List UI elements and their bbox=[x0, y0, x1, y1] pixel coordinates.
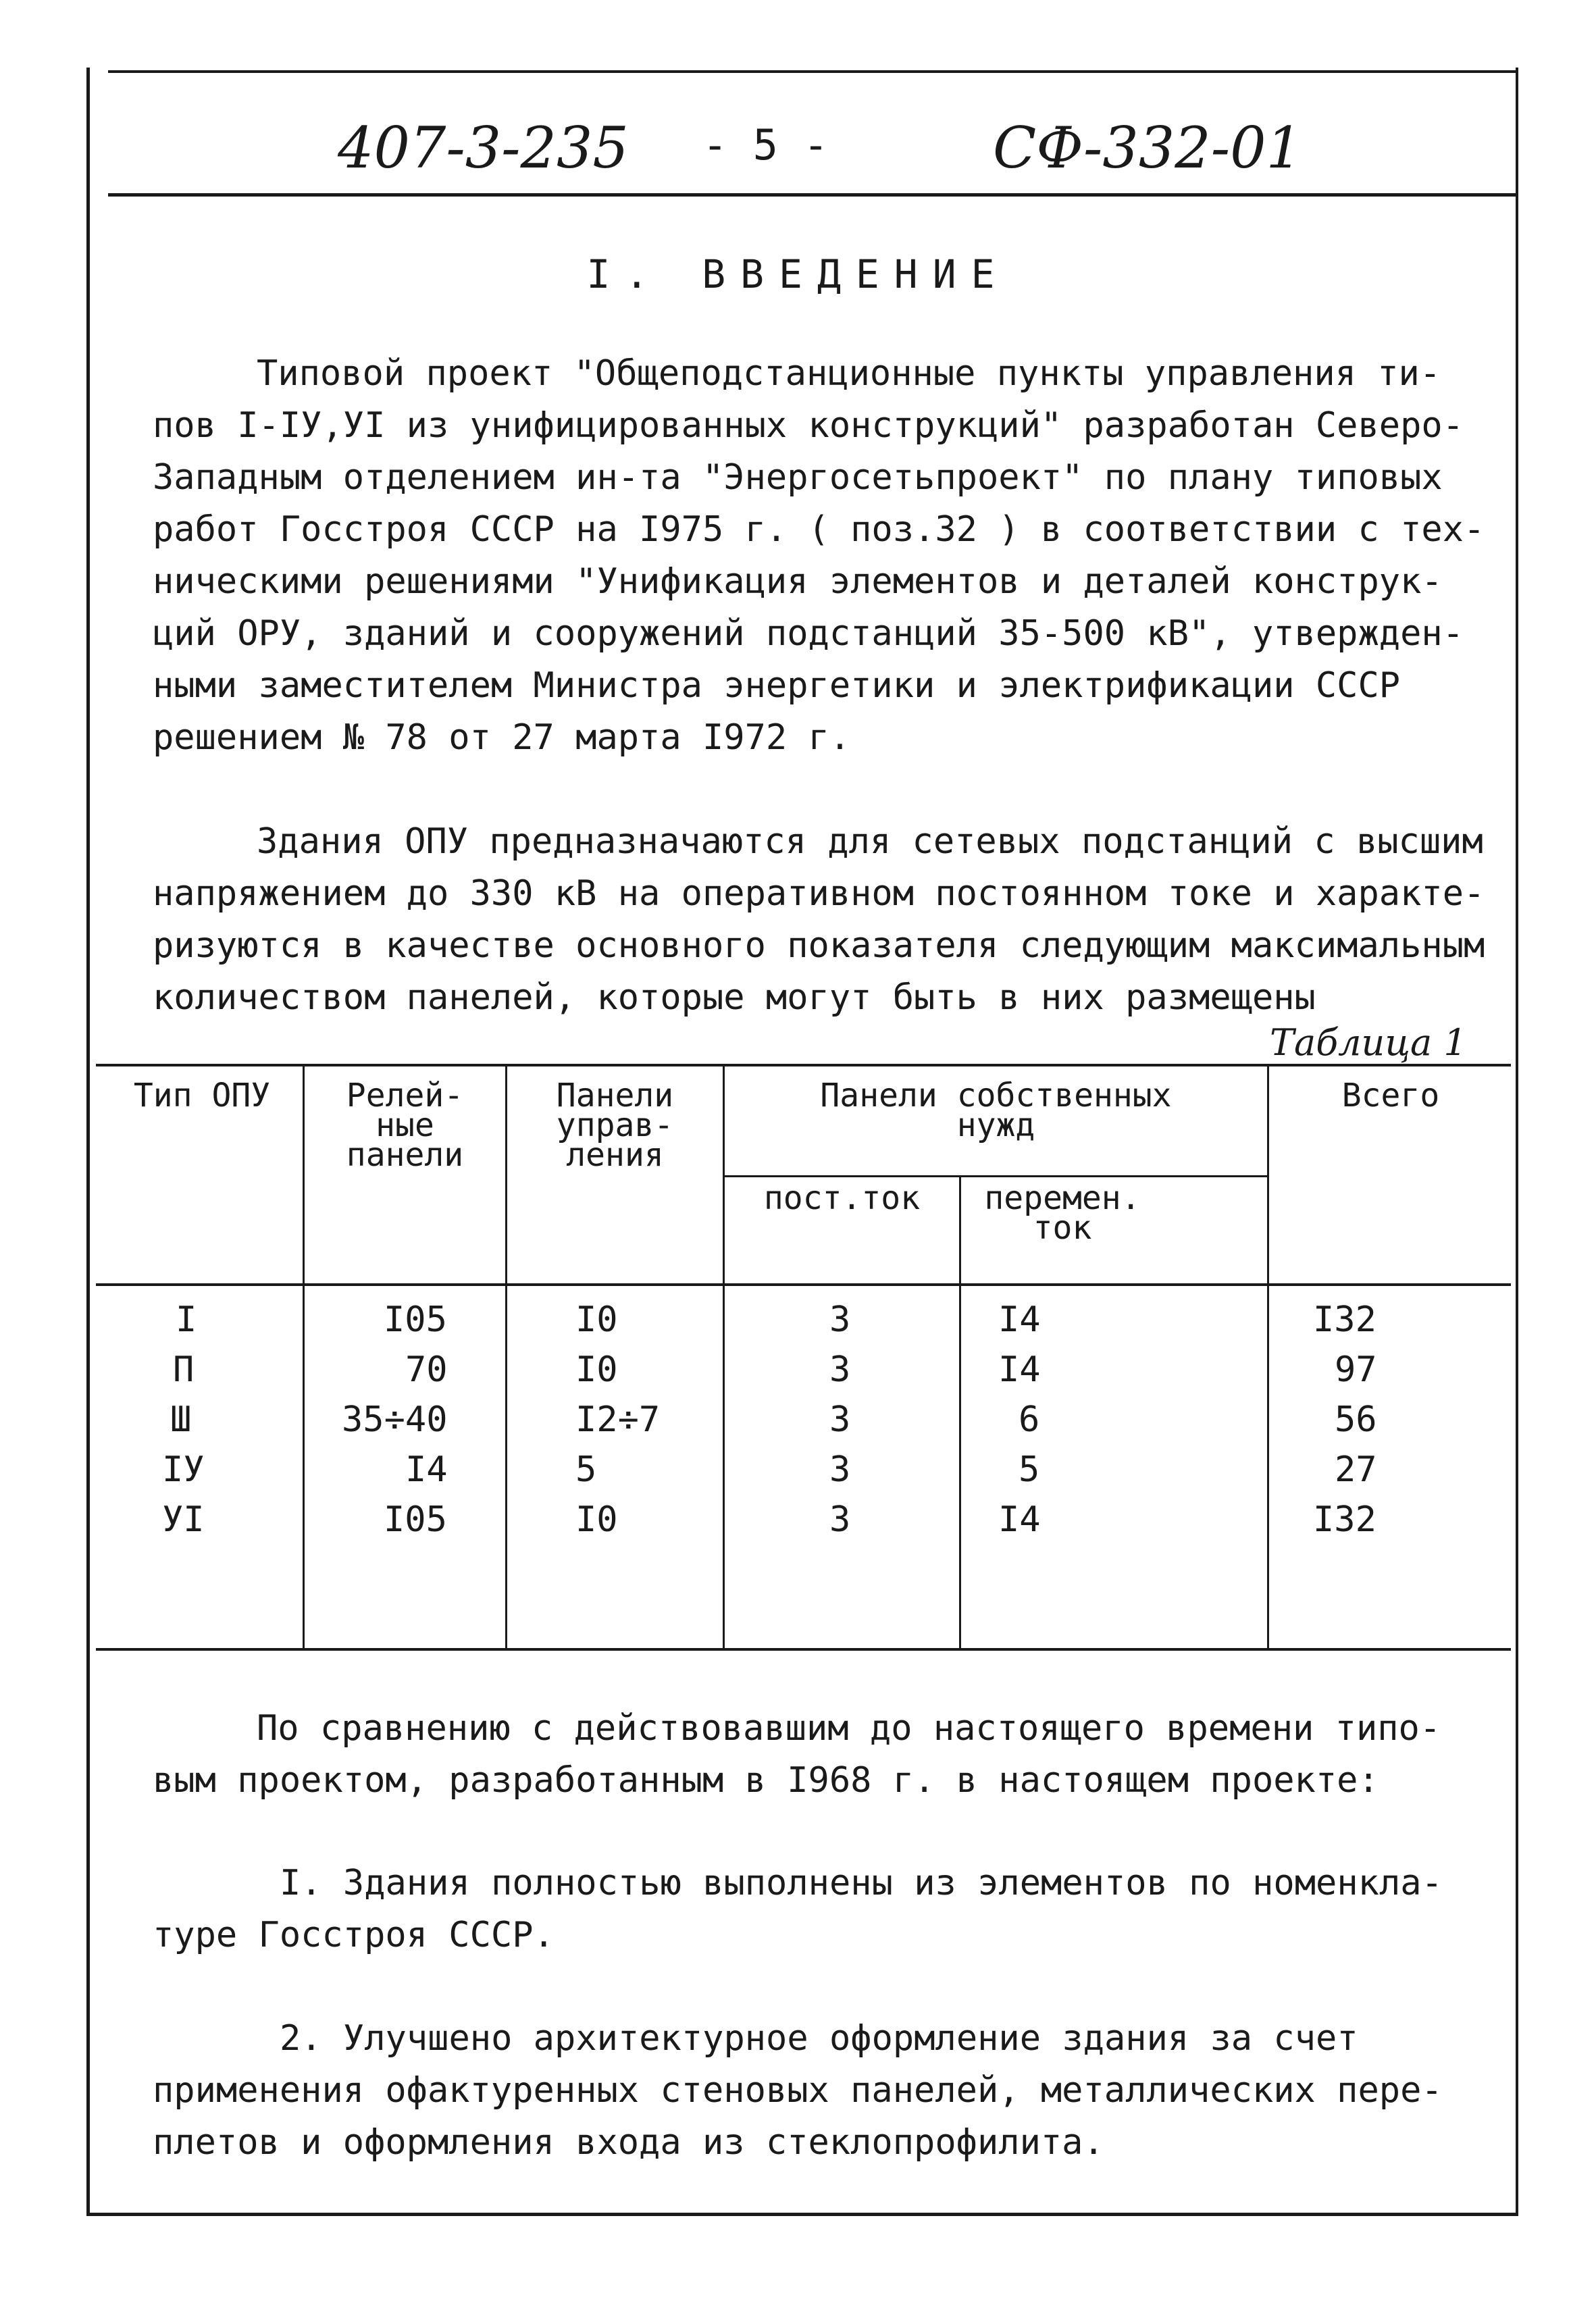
cell-type: П bbox=[173, 1349, 195, 1390]
text-line: ризуются в качестве основного показателя следующим максимальным bbox=[153, 925, 1485, 966]
table-caption: Таблица 1 bbox=[1270, 1021, 1467, 1064]
frame-left-border bbox=[86, 68, 90, 2215]
cell-ac: I4 bbox=[998, 1499, 1041, 1540]
cell-ac: I4 bbox=[998, 1349, 1041, 1390]
table-subheader-rule bbox=[723, 1175, 1268, 1177]
text-line: ций ОРУ, зданий и сооружений подстанций 35-500 кВ", утвержден- bbox=[153, 613, 1464, 654]
text-line: I. Здания полностью выполнены из элементов по номенкла- bbox=[280, 1863, 1443, 1903]
cell-total: I32 bbox=[1313, 1499, 1376, 1540]
cell-type: УI bbox=[162, 1499, 205, 1540]
cell-total: 97 bbox=[1335, 1349, 1377, 1390]
cell-type: I bbox=[176, 1300, 197, 1340]
table-header-bottom-rule bbox=[96, 1283, 1511, 1286]
cell-relay: I05 bbox=[384, 1499, 447, 1540]
cell-dc: 3 bbox=[829, 1449, 851, 1490]
table-col-divider bbox=[959, 1177, 961, 1648]
text-line: количеством панелей, которые могут быть в них размещены bbox=[153, 977, 1316, 1018]
cell-dc: 3 bbox=[829, 1399, 851, 1440]
cell-relay: I05 bbox=[384, 1300, 447, 1340]
cell-ac: I4 bbox=[998, 1300, 1041, 1340]
header-ac: перемен. ток bbox=[984, 1179, 1141, 1247]
cell-relay: 70 bbox=[405, 1349, 448, 1390]
table-col-divider bbox=[1267, 1066, 1269, 1648]
header-type: Тип ОПУ bbox=[133, 1077, 271, 1114]
text-line: напряжением до 330 кВ на оперативном постоянном токе и характе- bbox=[153, 873, 1485, 914]
text-line: туре Госстроя СССР. bbox=[153, 1915, 555, 1955]
text-line: плетов и оформления входа из стеклопрофилита. bbox=[153, 2122, 1104, 2163]
text-line: 2. Улучшено архитектурное оформление здания за счет bbox=[280, 2018, 1358, 2059]
text-line: вым проектом, разработанным в I968 г. в настоящем проекте: bbox=[153, 1760, 1379, 1801]
header-bottom-rule bbox=[108, 193, 1518, 197]
header-total: Всего bbox=[1341, 1077, 1440, 1114]
cell-dc: 3 bbox=[829, 1300, 851, 1340]
sheet-code: СФ-332-01 bbox=[993, 115, 1302, 181]
table-top-rule bbox=[96, 1064, 1511, 1066]
text-line: ническими решениями "Унификация элементов и деталей конструк- bbox=[153, 561, 1443, 602]
cell-dc: 3 bbox=[829, 1349, 851, 1390]
cell-ac: 6 bbox=[1019, 1399, 1040, 1440]
cell-control: I2÷7 bbox=[575, 1399, 661, 1440]
cell-total: I32 bbox=[1313, 1300, 1376, 1340]
text-line: По сравнению с действовавшим до настоящего времени типо- bbox=[257, 1708, 1441, 1749]
text-line: решением № 78 от 27 марта I972 г. bbox=[153, 717, 851, 758]
table-col-divider bbox=[723, 1066, 725, 1648]
cell-control: 5 bbox=[575, 1449, 597, 1490]
header-aux-panels: Панели собственных нужд bbox=[820, 1077, 1172, 1144]
cell-relay: 35÷40 bbox=[342, 1399, 448, 1440]
header-top-rule bbox=[108, 70, 1518, 73]
cell-dc: 3 bbox=[829, 1499, 851, 1540]
section-title: I. ВВЕДЕНИЕ bbox=[586, 251, 1010, 297]
cell-control: I0 bbox=[575, 1300, 618, 1340]
header-relay-panels: Релей- ные панели bbox=[346, 1077, 464, 1174]
cell-ac: 5 bbox=[1019, 1449, 1040, 1490]
cell-total: 56 bbox=[1335, 1399, 1377, 1440]
cell-control: I0 bbox=[575, 1349, 618, 1390]
text-line: работ Госстроя СССР на I975 г. ( поз.32 ) в соответствии с тех- bbox=[153, 509, 1485, 550]
text-line: Типовой проект "Общеподстанционные пункты управления ти- bbox=[257, 353, 1441, 394]
frame-bottom-border bbox=[86, 2213, 1518, 2216]
cell-control: I0 bbox=[575, 1499, 618, 1540]
header-dc: пост.ток bbox=[763, 1179, 921, 1217]
cell-total: 27 bbox=[1335, 1449, 1377, 1490]
cell-type: IУ bbox=[162, 1449, 205, 1490]
cell-relay: I4 bbox=[405, 1449, 448, 1490]
text-line: Здания ОПУ предназначаются для сетевых подстанций с высшим bbox=[257, 821, 1483, 862]
text-line: применения офактуренных стеновых панелей, металлических пере- bbox=[153, 2070, 1443, 2111]
frame-right-border bbox=[1516, 68, 1518, 2215]
cell-type: Ш bbox=[170, 1399, 192, 1440]
page-number: - 5 - bbox=[702, 120, 829, 170]
text-line: ными заместителем Министра энергетики и электрификации СССР bbox=[153, 665, 1401, 706]
doc-code: 407-3-235 bbox=[338, 115, 629, 181]
text-line: Западным отделением ин-та "Энергосетьпроект" по плану типовых bbox=[153, 457, 1443, 498]
text-line: пов I-IУ,УI из унифицированных конструкций" разработан Северо- bbox=[153, 405, 1464, 446]
table-bottom-rule bbox=[96, 1648, 1511, 1651]
header-control-panels: Панели управ- ления bbox=[556, 1077, 674, 1174]
